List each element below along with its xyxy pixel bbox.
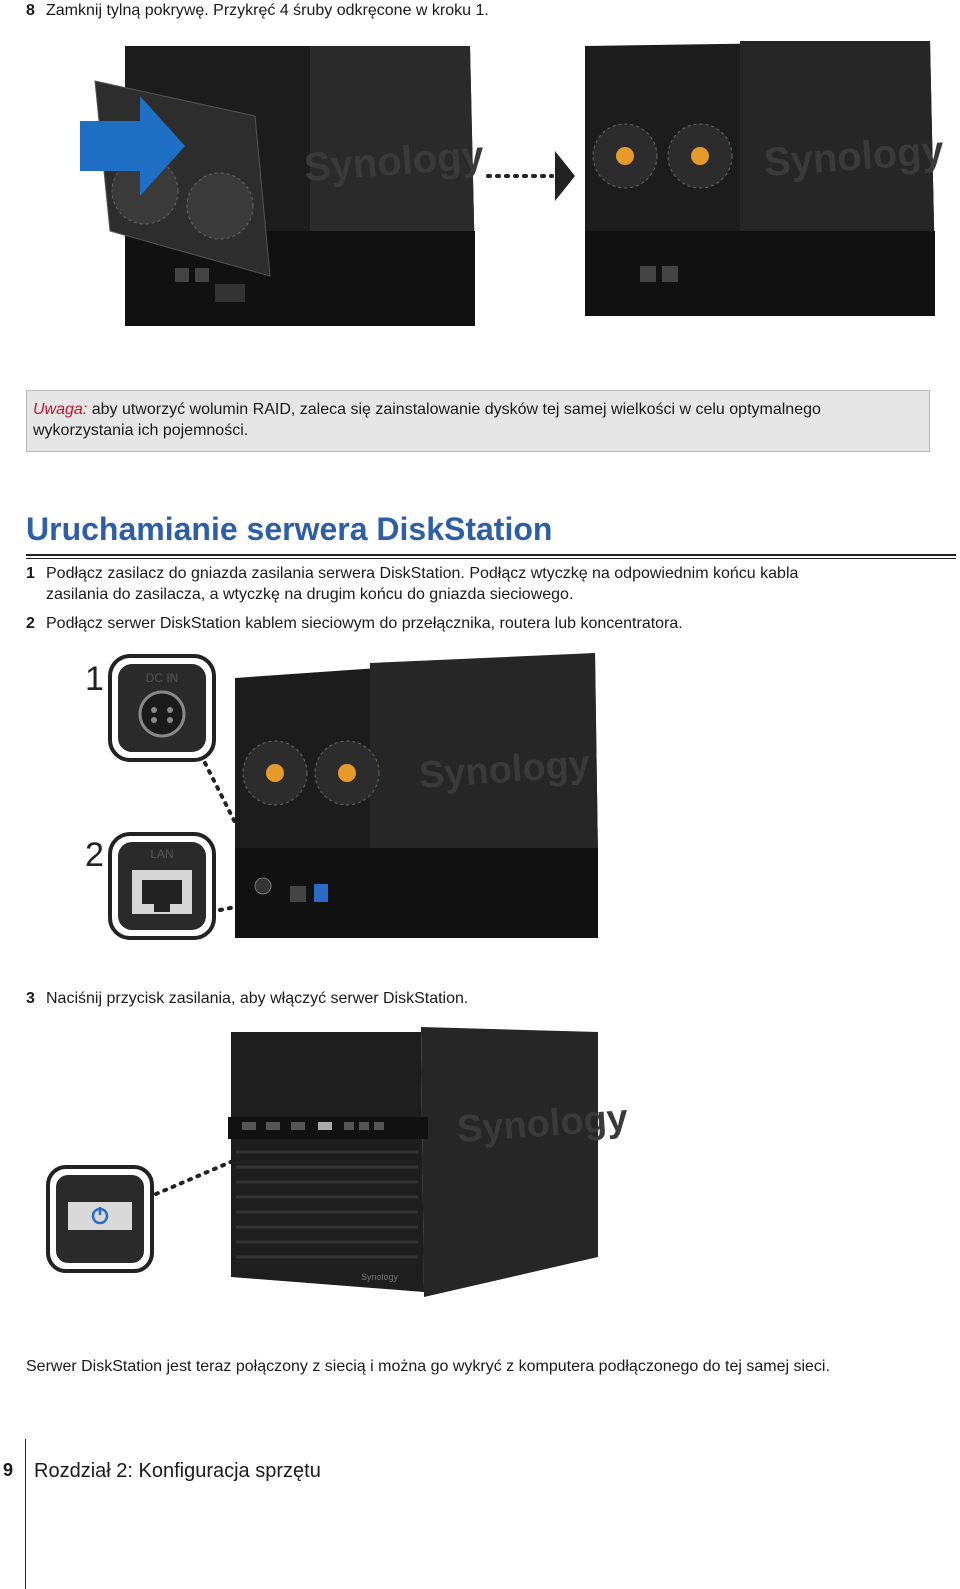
svg-text:Synology: Synology xyxy=(417,743,592,797)
svg-text:Synology: Synology xyxy=(302,133,486,190)
callout-1: 1 xyxy=(85,660,104,698)
note-text: aby utworzyć wolumin RAID, zaleca się zainstalowanie dysków tej samej wielkości w celu optymalnego wykorzystania ich pojemności. xyxy=(33,401,821,439)
section-rule-thin xyxy=(26,558,956,559)
step-text: Naciśnij przycisk zasilania, aby włączyć serwer DiskStation. xyxy=(46,990,469,1007)
step-8 xyxy=(26,0,489,21)
note-label: Uwaga: xyxy=(33,401,88,418)
nas-unit-front xyxy=(228,1027,629,1297)
closing-cover-illustration xyxy=(40,36,946,336)
step-number: 8 xyxy=(26,2,35,19)
footer-rule xyxy=(25,1439,26,1589)
step-1 xyxy=(26,563,946,605)
section-rule xyxy=(26,554,956,556)
step-text: Zamknij tylną pokrywę. Przykręć 4 śruby odkręcone w kroku 1. xyxy=(46,2,489,19)
connection-illustration xyxy=(70,648,630,948)
section-title: Uruchamianie serwera DiskStation xyxy=(26,511,553,547)
svg-text:Synology: Synology xyxy=(455,1097,630,1151)
step-3 xyxy=(26,988,468,1009)
step-text-line1: Podłącz zasilacz do gniazda zasilania serwera DiskStation. Podłącz wtyczkę na odpowiednim końcu kabla xyxy=(46,565,799,582)
step-text-line2: zasilania do zasilacza, a wtyczkę na drugim końcu do gniazda sieciowego. xyxy=(46,586,574,603)
nas-unit-rear xyxy=(235,653,598,938)
svg-text:LAN: LAN xyxy=(150,847,174,861)
step-2 xyxy=(26,613,683,634)
page-number: 9 xyxy=(3,1460,14,1480)
lan-inset xyxy=(110,834,214,938)
svg-text:Synology: Synology xyxy=(361,1272,399,1282)
closing-text: Serwer DiskStation jest teraz połączony z siecią i można go wykryć z komputera podłączonego do tej samej sieci. xyxy=(26,1358,830,1375)
dc-in-inset xyxy=(110,656,214,760)
step-number: 3 xyxy=(26,990,35,1007)
nas-unit-open-cover xyxy=(80,46,486,326)
transition-arrow xyxy=(488,151,575,201)
svg-text:DC IN: DC IN xyxy=(145,671,179,685)
step-text: Podłącz serwer DiskStation kablem sieciowym do przełącznika, routera lub koncentratora. xyxy=(46,615,683,632)
note-box xyxy=(26,390,930,452)
step-number: 1 xyxy=(26,565,35,582)
svg-text:Synology: Synology xyxy=(762,128,946,185)
step-number: 2 xyxy=(26,615,35,632)
power-button-illustration xyxy=(46,1022,630,1312)
nas-unit-closed xyxy=(585,41,946,316)
power-button-inset xyxy=(48,1167,152,1271)
chapter-title: Rozdział 2: Konfiguracja sprzętu xyxy=(34,1460,321,1482)
callout-2: 2 xyxy=(85,836,104,874)
